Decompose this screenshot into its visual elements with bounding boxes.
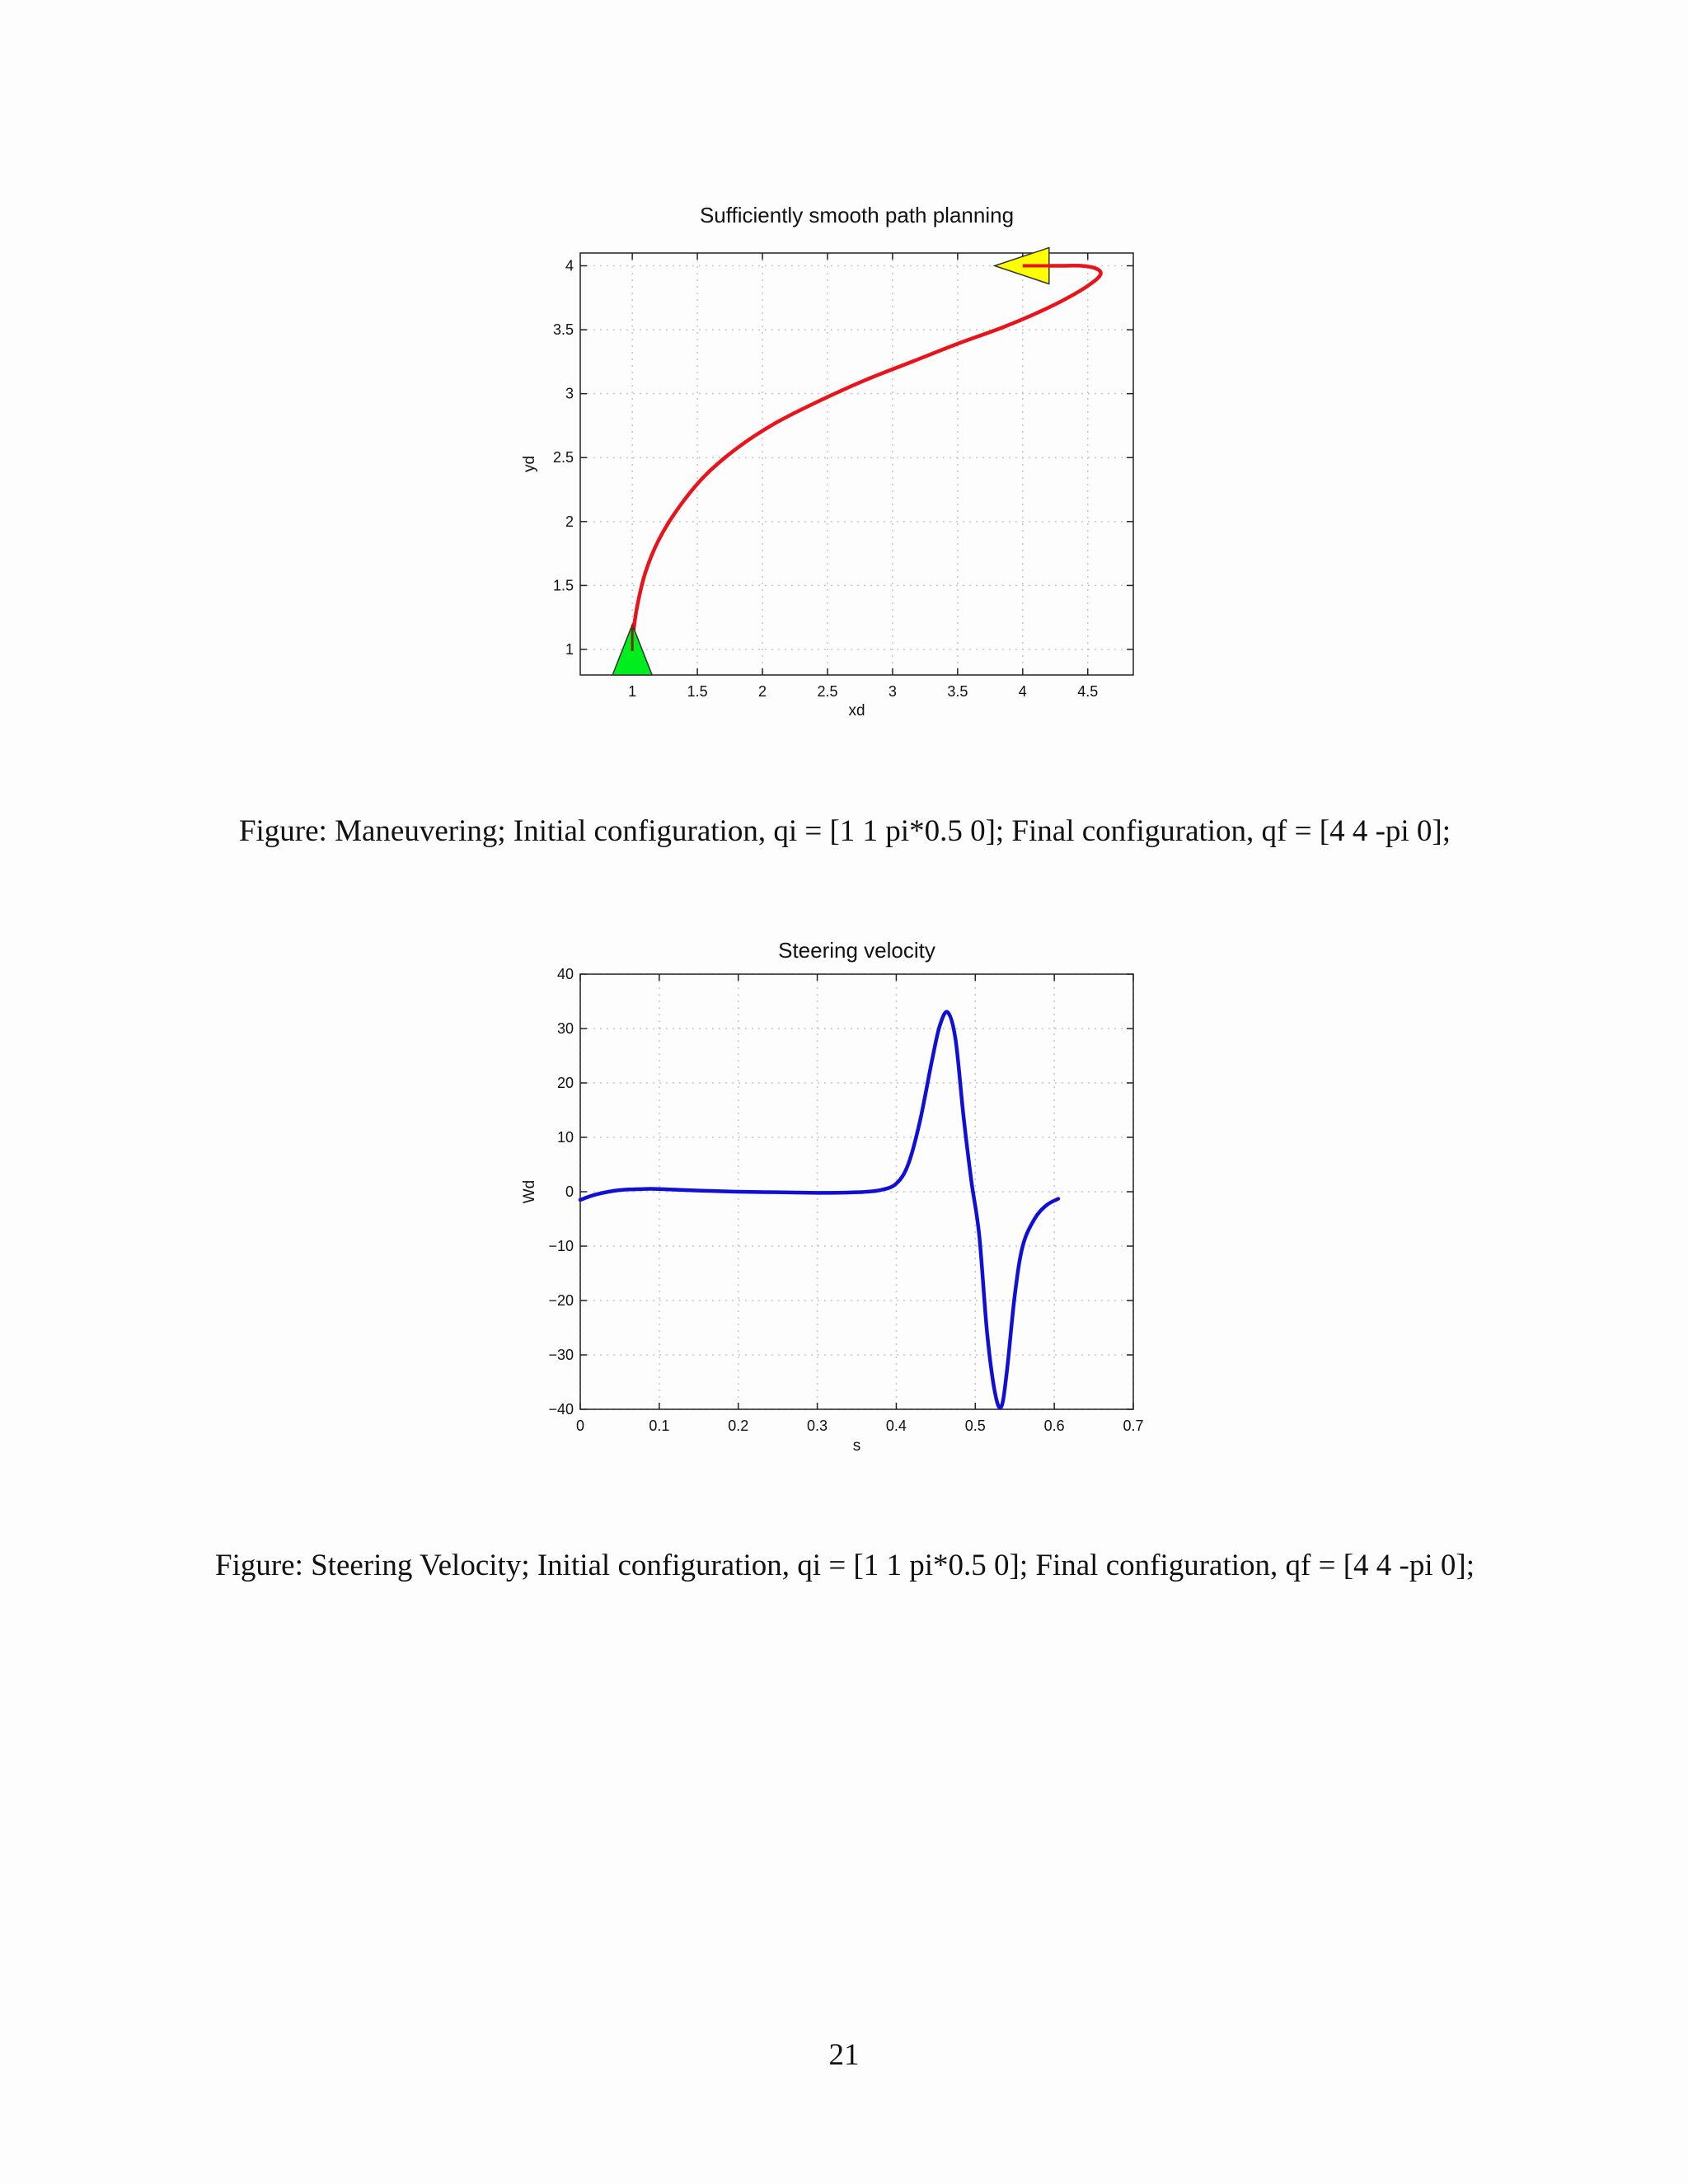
page-number: 21 [828,2038,860,2072]
y-tick-label: 10 [556,1129,574,1146]
x-tick-label: 3 [888,683,897,700]
chart-title: Sufficiently smooth path planning [699,203,1015,227]
series-line [580,1012,1058,1408]
x-tick-label: 2.5 [817,683,838,700]
y-tick-label: 0 [565,1183,574,1200]
x-tick-label: 3.5 [947,683,968,700]
y-tick-label: 1 [565,640,574,658]
x-tick-label: 1 [628,683,637,700]
x-tick-label: 0 [575,1418,585,1434]
x-tick-label: 0.2 [728,1418,749,1434]
figure-caption-steering-velocity: Figure: Steering Velocity; Initial configuration, qi = [1 1 pi*0.5 0]; Final configuration, qf = [4 4 -pi 0]; [215,1549,1475,1582]
y-tick-label: −20 [548,1292,574,1309]
y-tick-label: 1.5 [552,577,574,594]
x-tick-label: 0.3 [807,1418,828,1434]
y-tick-label: 3.5 [552,321,574,339]
y-tick-label: 20 [556,1075,574,1091]
y-tick-label: 30 [556,1020,574,1037]
y-tick-label: −40 [548,1401,574,1418]
x-tick-label: 0.6 [1043,1418,1065,1434]
y-tick-label: −10 [548,1238,574,1254]
figure-caption-maneuvering: Figure: Maneuvering; Initial configuration, qi = [1 1 pi*0.5 0]; Final configuration, qf = [4 4 -pi 0]; [238,814,1451,848]
y-tick-label: 3 [565,385,574,402]
y-tick-label: 40 [556,966,574,982]
y-axis-label: Wd [521,1179,538,1204]
y-tick-label: 4 [565,257,574,274]
y-tick-label: 2.5 [552,449,574,466]
x-tick-label: 0.5 [964,1418,986,1434]
y-axis-label: yd [521,455,538,473]
x-tick-label: 2 [758,683,767,700]
x-axis-label: xd [848,702,865,719]
y-tick-label: −30 [548,1347,574,1363]
chart-title: Steering velocity [778,938,935,963]
y-tick-label: 2 [565,513,574,530]
x-tick-label: 0.4 [885,1418,907,1434]
x-tick-label: 0.7 [1123,1418,1144,1434]
x-tick-label: 4 [1018,683,1027,700]
x-tick-label: 0.1 [649,1418,670,1434]
x-axis-label: s [852,1437,861,1455]
x-tick-label: 1.5 [687,683,708,700]
x-tick-label: 4.5 [1077,683,1099,700]
